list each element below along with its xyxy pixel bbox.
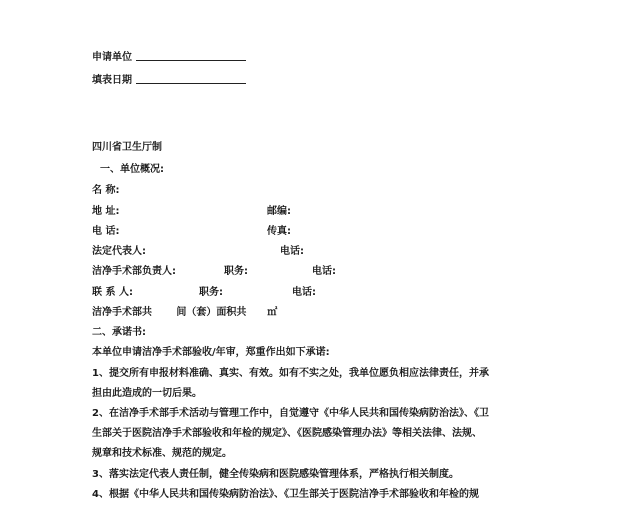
phone-label: 电 话: xyxy=(92,226,120,237)
date-row xyxy=(92,74,246,87)
dept-head-title-label: 职务: xyxy=(224,266,248,277)
name-label: 名 称: xyxy=(92,185,120,196)
commitment-1-line1: 1、提交所有申报材料准确、真实、有效。如有不实之处，我单位愿负相应法律责任，并承 xyxy=(92,368,489,379)
applicant-label: 申请单位 xyxy=(92,52,132,63)
date-label: 填表日期 xyxy=(92,75,132,86)
commitment-intro: 本单位申请洁净手术部验收/年审，郑重作出如下承诺: xyxy=(92,347,330,358)
contact-title-label: 职务: xyxy=(199,287,223,298)
commitment-3: 3、落实法定代表人责任制，健全传染病和医院感染管理体系，严格执行相关制度。 xyxy=(92,469,459,480)
contact-phone-label: 电话: xyxy=(292,287,316,298)
applicant-row xyxy=(92,51,246,64)
commitment-2-line1: 2、在洁净手术部手术活动与管理工作中，自觉遵守《中华人民共和国传染病防治法》、《卫 xyxy=(92,408,489,419)
legal-rep-label: 法定代表人: xyxy=(92,246,146,257)
postcode-label: 邮编: xyxy=(267,206,291,217)
area-label: 洁净手术部共 间（套）面积共 ㎡ xyxy=(92,307,278,318)
address-label: 地 址: xyxy=(92,206,120,217)
fax-label: 传真: xyxy=(267,226,291,237)
legal-rep-phone-label: 电话: xyxy=(280,246,304,257)
applicant-blank[interactable] xyxy=(136,53,246,61)
commitment-2-line3: 规章和技术标准、规范的规定。 xyxy=(92,448,232,459)
commitment-1-line2: 担由此造成的一切后果。 xyxy=(92,388,202,399)
date-blank[interactable] xyxy=(136,76,246,84)
contact-label: 联 系 人: xyxy=(92,287,133,298)
commitment-4-line1: 4、根据《中华人民共和国传染病防治法》、《卫生部关于医院洁净手术部验收和年检的规 xyxy=(92,489,479,500)
dept-head-label: 洁净手术部负责人: xyxy=(92,266,176,277)
dept-head-phone-label: 电话: xyxy=(312,266,336,277)
issuer-text: 四川省卫生厅制 xyxy=(92,142,162,153)
section1-title: 一、单位概况: xyxy=(100,164,164,175)
commitment-2-line2: 生部关于医院洁净手术部验收和年检的规定》、《医院感染管理办法》等相关法律、法规、 xyxy=(92,428,482,439)
section2-title: 二、承诺书: xyxy=(92,327,146,338)
